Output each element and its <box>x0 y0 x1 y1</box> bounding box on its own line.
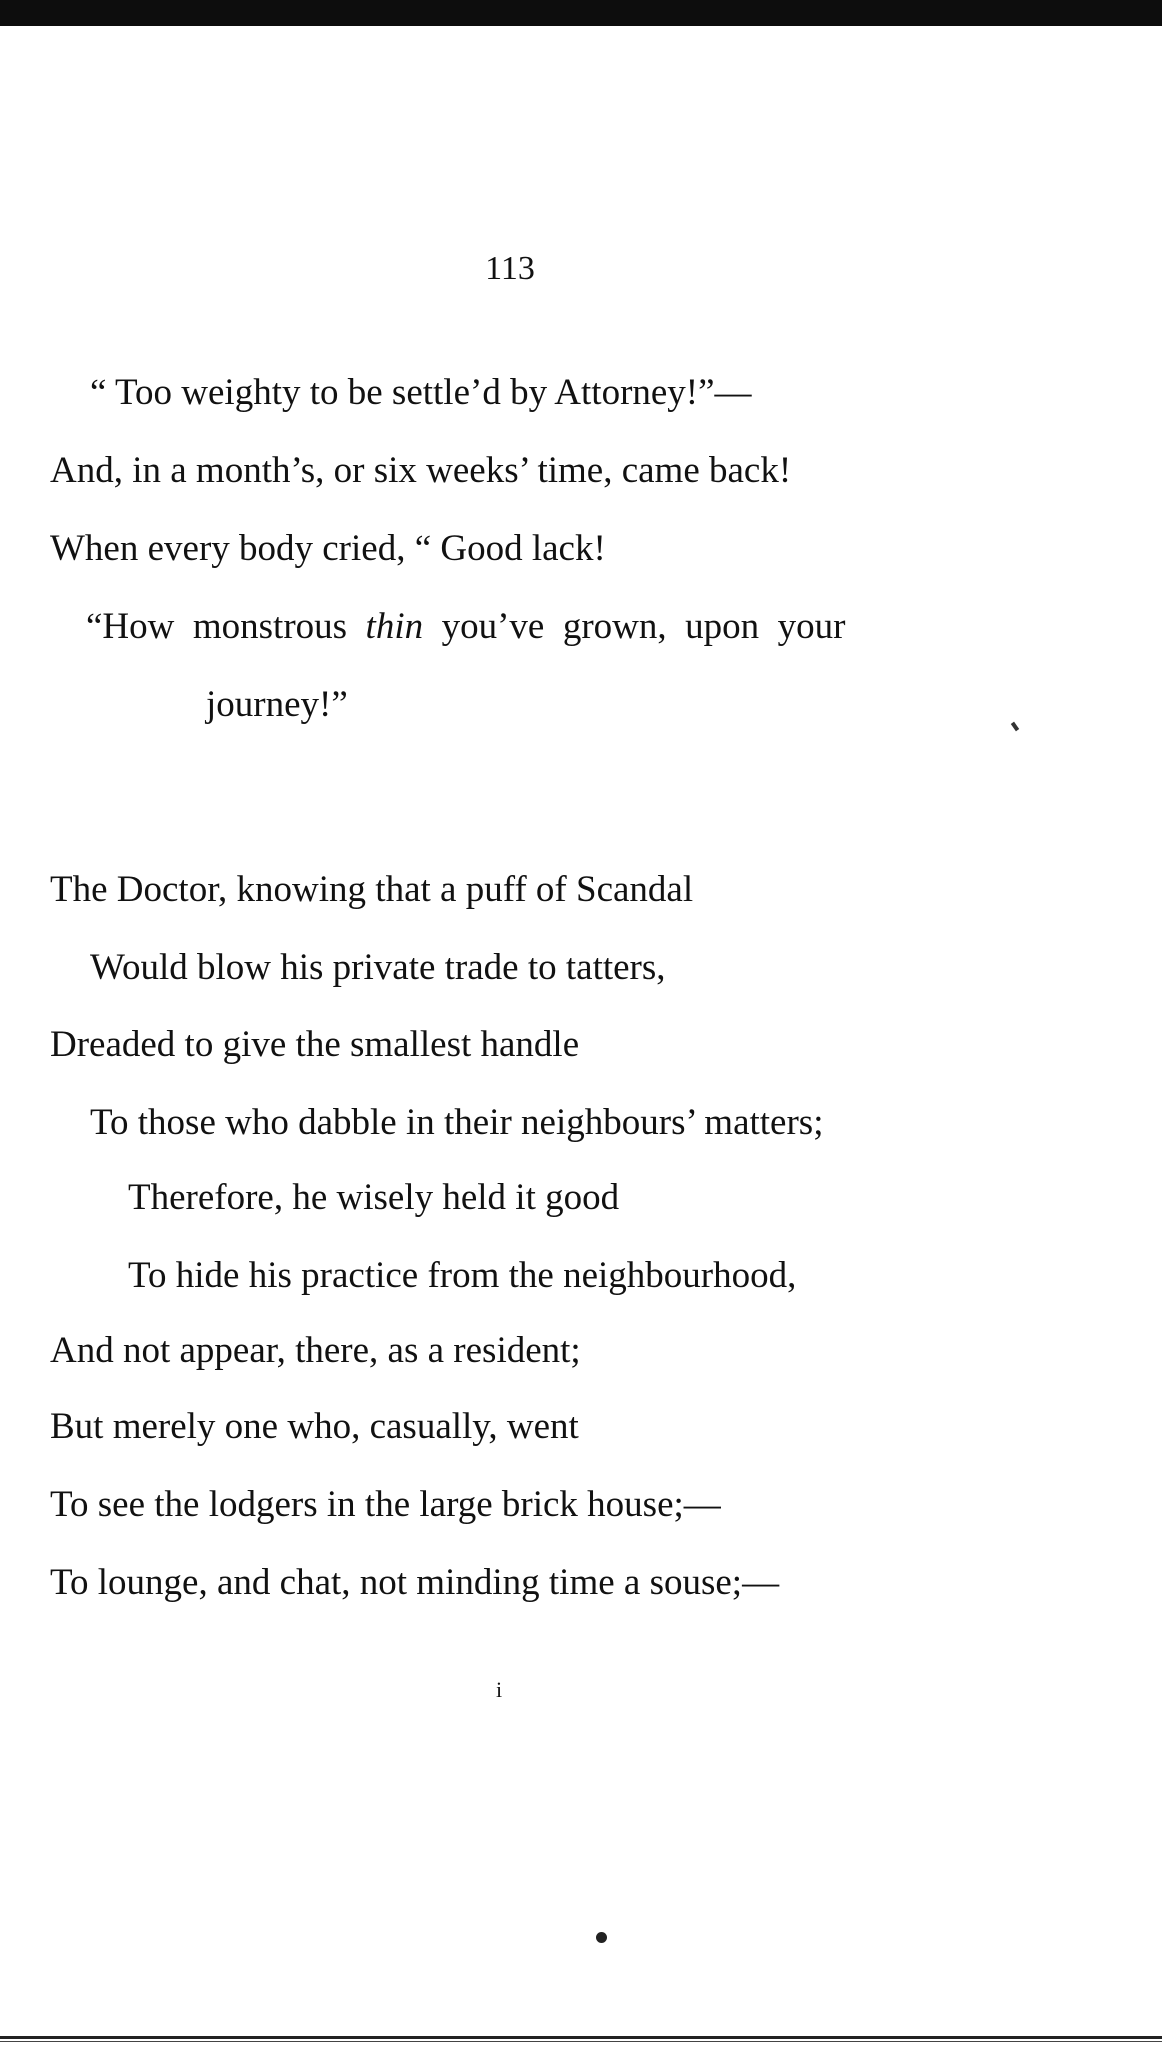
signature-mark: i <box>496 1677 503 1702</box>
poem-line: Would blow his private trade to tatters, <box>90 947 666 988</box>
poem-line: But merely one who, casually, went <box>50 1406 579 1447</box>
poem-line-continuation: journey!” <box>206 684 348 725</box>
scan-bottom-edge <box>0 2036 1162 2042</box>
poem-line: To see the lodgers in the large brick house;— <box>50 1484 721 1525</box>
poem-line: When every body cried, “ Good lack! <box>50 528 606 569</box>
poem-line: To lounge, and chat, not minding time a souse;— <box>50 1562 780 1603</box>
poem-line: And, in a month’s, or six weeks’ time, came back! <box>50 450 792 491</box>
poem-line-segment: “How monstrous <box>86 606 366 647</box>
poem-line: “ Too weighty to be settle’d by Attorney!”— <box>90 372 752 413</box>
stray-ink-mark <box>1011 722 1019 732</box>
poem-line: The Doctor, knowing that a puff of Scandal <box>50 869 694 910</box>
poem-line: To hide his practice from the neighbourhood, <box>128 1255 797 1296</box>
poem-line: To those who dabble in their neighbours’ matters; <box>90 1102 824 1143</box>
poem-line-segment: you’ve grown, upon your <box>423 606 846 647</box>
ink-dot <box>596 1932 607 1943</box>
poem-line: Dreaded to give the smallest handle <box>50 1024 580 1065</box>
page-number: 113 <box>485 250 535 287</box>
poem-line: Therefore, he wisely held it good <box>128 1177 620 1218</box>
scan-top-edge <box>0 0 1162 26</box>
poem-line: And not appear, there, as a resident; <box>50 1330 581 1371</box>
poem-line <box>86 605 960 649</box>
italic-word: thin <box>365 606 424 647</box>
